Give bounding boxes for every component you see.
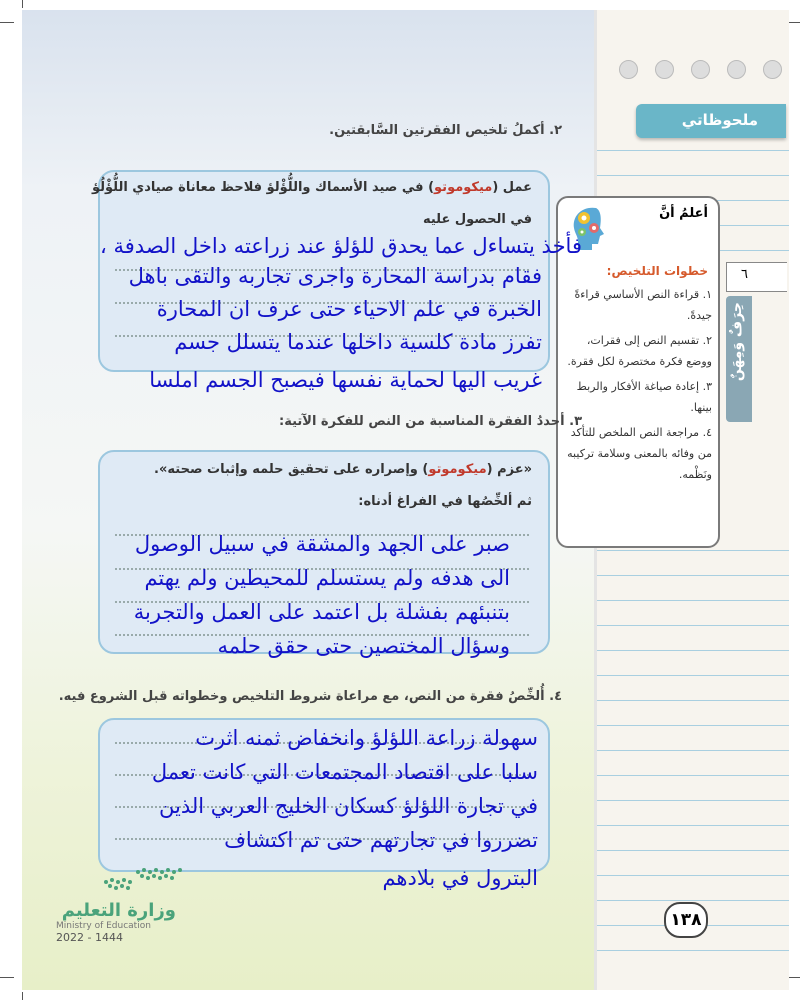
- section-label: حِرَفٌ وَمِهَنٌ: [729, 302, 745, 382]
- binder-ring-icon: [763, 60, 782, 79]
- unit-number: ٦: [741, 267, 748, 282]
- binder-ring-icon: [655, 60, 674, 79]
- ruled-line: [597, 150, 789, 151]
- handwritten-line: سهولة زراعة اللؤلؤ وانخفاض ثمنه اثرت: [195, 726, 538, 750]
- ruled-line: [597, 575, 789, 576]
- handwritten-line: تفرز مادة كلسية داخلها عندما يتسلل جسم: [174, 330, 542, 354]
- handwritten-line: صبر على الجهد والمشقة في سبيل الوصول: [134, 532, 510, 556]
- handwritten-line: وسؤال المختصين حتى حقق حلمه: [217, 634, 510, 658]
- handwritten-line: الى هدفه ولم يستسلم للمحيطين ولم يهتم: [144, 566, 510, 590]
- ministry-emblem-icon: [100, 862, 190, 892]
- list-item: ٣. إعادة صياغة الأفكار والربط بينها.: [576, 380, 712, 414]
- crop-mark: [0, 22, 14, 23]
- ruled-line: [597, 950, 789, 951]
- handwritten-line: فقام بدراسة المحارة واجرى تجاربه والتقى باهل: [128, 264, 542, 288]
- handwritten-line: في تجارة اللؤلؤ كسكان الخليج العربي الذين: [159, 794, 538, 818]
- info-subtitle: خطوات التلخيص:: [606, 264, 708, 278]
- box-3-quote: «عزم (ميكوموتو) وإصراره على تحقيق حلمه وإثبات صحته».: [154, 462, 532, 477]
- ruled-line: [597, 900, 789, 901]
- list-item: ٤. مراجعة النص الملخص للتأكد من وفائه بالمعنى وسلامة تركيبه ونَظْمه.: [567, 426, 712, 481]
- name-highlight: ميكوموتو: [434, 180, 493, 195]
- crop-mark: [22, 0, 23, 8]
- ruled-line: [597, 875, 789, 876]
- ruled-line: [597, 725, 789, 726]
- name-highlight: ميكوموتو: [428, 462, 487, 477]
- crop-mark: [22, 992, 23, 1000]
- ruled-line: [597, 625, 789, 626]
- handwritten-line: فأخذ يتساءل عما يحدق للؤلؤ عند زراعته داخل الصدفة ،: [100, 234, 582, 258]
- box-2-line-2: في الحصول عليه: [422, 212, 532, 227]
- unit-number-tab: [726, 262, 787, 292]
- ruled-line: [597, 700, 789, 701]
- section-strip: [726, 296, 752, 422]
- notes-tab-label: ملحوظاتي: [681, 111, 758, 129]
- ministry-arabic: وزارة التعليم: [61, 900, 176, 921]
- ruled-line: [597, 650, 789, 651]
- box-3-instruction: ثم ألخِّصُها في الفراغ أدناه:: [358, 494, 532, 509]
- list-item: ٢. تقسيم النص إلى فقرات، ووضع فكرة مختصرة لكل فقرة.: [567, 334, 712, 368]
- handwritten-line: تضرروا في تجارتهم حتى تم اكتشاف: [224, 828, 538, 852]
- ruled-line: [597, 850, 789, 851]
- ruled-line: [597, 750, 789, 751]
- question-2-prompt: ٢. أكملُ تلخيص الفقرتين السَّابقتين.: [329, 123, 562, 138]
- handwritten-line: غريب اليها لحماية نفسها فيصبح الجسم املسا: [149, 368, 542, 392]
- info-heading: أعلمُ أنَّ: [659, 206, 708, 221]
- handwritten-line: البترول في بلادهم: [382, 866, 538, 890]
- handwritten-line: سلبا على اقتصاد المجتمعات التي كانت تعمل: [151, 760, 538, 784]
- ruled-line: [597, 825, 789, 826]
- question-3-prompt: ٣. أحددُ الفقرة المناسبة من النص للفكرة الآتية:: [279, 414, 582, 429]
- list-item: ١. قراءة النص الأساسي قراءةً جيدةً.: [574, 288, 712, 322]
- binder-ring-icon: [619, 60, 638, 79]
- page-number: ١٣٨: [664, 902, 708, 938]
- binder-ring-icon: [727, 60, 746, 79]
- binder-ring-icon: [691, 60, 710, 79]
- box-2-line-1: عمل (ميكوموتو) في صيد الأسماك واللُّؤْلؤ فلاحظ معاناة صيادي اللُّؤْلُؤ: [91, 180, 532, 195]
- ruled-line: [597, 550, 789, 551]
- crop-mark: [0, 977, 14, 978]
- steps-list: [564, 284, 712, 485]
- question-4-prompt: ٤. أُلخِّصُ فقرة من النص، مع مراعاة شروط التلخيص وخطواته قبل الشروع فيه.: [58, 689, 562, 704]
- ruled-line: [597, 775, 789, 776]
- notes-tab: [636, 104, 786, 138]
- edition-year: 2022 - 1444: [56, 931, 123, 944]
- ruled-line: [597, 600, 789, 601]
- handwritten-line: بتنبئهم بفشلة بل اعتمد على العمل والتجربة: [133, 600, 510, 624]
- ruled-line: [597, 175, 789, 176]
- handwritten-line: الخبرة في علم الاحياء حتى عرف ان المحارة: [156, 297, 542, 321]
- ministry-english: Ministry of Education: [56, 921, 151, 931]
- ruled-line: [597, 800, 789, 801]
- ruled-line: [597, 675, 789, 676]
